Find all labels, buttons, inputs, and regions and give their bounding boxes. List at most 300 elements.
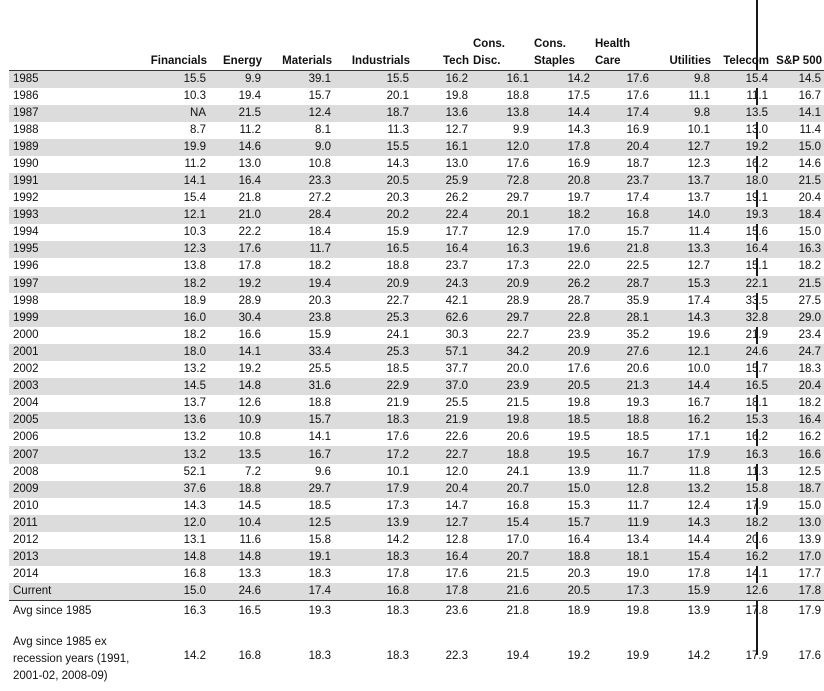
table-cell: 27.2 — [308, 192, 331, 205]
table-cell: 16.2 — [652, 412, 713, 429]
table-cell: 37.0 — [412, 378, 471, 395]
table-row — [9, 173, 824, 190]
table-cell: 19.4 — [238, 89, 261, 102]
table-cell: 24.1 — [506, 465, 529, 478]
table-cell: 14.5 — [771, 70, 824, 88]
table-cell: 14.4 — [687, 533, 710, 546]
table-cell: 16.7 — [798, 89, 821, 102]
table-cell: 20.0 — [506, 363, 529, 376]
table-cell: 11.8 — [688, 465, 710, 478]
table-cell: 19.3 — [264, 601, 334, 622]
table-cell: 18.8 — [593, 412, 652, 429]
table-cell: 25.3 — [334, 344, 412, 361]
table-cell: 29.7 — [471, 310, 532, 327]
table-cell: 15.8 — [713, 481, 771, 498]
table-cell: 17.0 — [506, 533, 529, 546]
table-cell: 14.2 — [183, 650, 206, 663]
table-cell: 14.1 — [771, 105, 824, 122]
table-cell: 21.3 — [593, 378, 652, 395]
table-cell: 17.7 — [445, 226, 468, 239]
table-cell: 16.3 — [471, 241, 532, 258]
table-cell: 19.3 — [713, 207, 771, 224]
table-cell: 19.6 — [532, 241, 593, 258]
table-row — [9, 549, 824, 566]
table-cell: 22.0 — [567, 260, 590, 273]
column-header-line: Cons. — [473, 37, 505, 50]
table-cell: 23.3 — [264, 173, 334, 190]
table-cell: 19.5 — [567, 431, 590, 444]
table-row — [9, 88, 824, 105]
table-cell: 15.0 — [771, 139, 824, 156]
table-cell: 10.1 — [386, 465, 409, 478]
table-cell: 18.1 — [593, 549, 652, 566]
table-cell: 12.7 — [687, 260, 710, 273]
row-label: 2004 — [13, 397, 39, 410]
table-cell: 22.7 — [386, 294, 409, 307]
table-cell: 25.5 — [308, 363, 331, 376]
row-label: 2008 — [13, 465, 39, 478]
table-cell: 14.1 — [209, 344, 264, 361]
table-cell: 20.2 — [334, 207, 412, 224]
column-header — [264, 30, 334, 70]
table-cell: 20.6 — [745, 533, 768, 546]
table-cell: 11.3 — [387, 123, 409, 136]
table-cell: 16.5 — [334, 241, 412, 258]
table-cell: 15.1 — [745, 260, 768, 273]
row-label: 2001 — [9, 344, 135, 361]
table-cell: 31.6 — [264, 378, 334, 395]
table-cell: 13.6 — [135, 412, 209, 429]
table-cell: 12.7 — [445, 123, 468, 136]
table-cell: 18.9 — [532, 601, 593, 622]
table-cell: 12.5 — [264, 515, 334, 532]
table-cell: 28.4 — [264, 207, 334, 224]
table-row — [9, 293, 824, 310]
table-cell: 16.3 — [135, 601, 209, 622]
table-cell: 20.5 — [532, 583, 593, 601]
table-cell: 20.1 — [471, 207, 532, 224]
table-cell: 16.8 — [506, 499, 529, 512]
table-cell: 16.7 — [687, 397, 710, 410]
row-label: Current — [9, 583, 135, 601]
table-cell: 20.4 — [412, 481, 471, 498]
column-header — [532, 30, 593, 70]
table-cell: 15.4 — [652, 549, 713, 566]
table-cell: 16.3 — [771, 241, 824, 258]
table-cell: 18.2 — [532, 207, 593, 224]
row-label: 1995 — [9, 241, 135, 258]
table-cell: 20.8 — [532, 173, 593, 190]
table-cell: 20.4 — [771, 378, 824, 395]
table-cell: 34.2 — [471, 344, 532, 361]
table-cell: 18.4 — [771, 207, 824, 224]
table-cell: 57.1 — [412, 344, 471, 361]
row-label: 1992 — [13, 192, 39, 205]
table-cell: 25.5 — [445, 397, 468, 410]
table-cell: 18.1 — [745, 397, 768, 410]
table-row — [9, 566, 824, 583]
table-cell: 17.6 — [506, 157, 529, 170]
table-cell: 13.9 — [567, 465, 590, 478]
table-cell: 13.0 — [238, 157, 261, 170]
table-cell: 23.6 — [412, 601, 471, 622]
table-cell: 18.2 — [183, 328, 206, 341]
table-cell: 18.8 — [209, 481, 264, 498]
table-row — [9, 464, 824, 481]
table-cell: 21.9 — [412, 412, 471, 429]
table-cell: 11.4 — [799, 123, 821, 136]
table-cell: 22.2 — [238, 226, 261, 239]
table-cell: 15.7 — [745, 363, 768, 376]
table-cell: 26.2 — [445, 192, 468, 205]
table-cell: 15.5 — [334, 70, 412, 88]
table-cell: 28.9 — [506, 294, 529, 307]
table-cell: 13.4 — [626, 533, 649, 546]
row-label: 2011 — [9, 515, 135, 532]
table-cell: 42.1 — [445, 294, 468, 307]
table-cell: 20.9 — [471, 276, 532, 293]
table-cell: 18.5 — [626, 431, 649, 444]
table-cell: 10.4 — [209, 515, 264, 532]
table-cell: 18.3 — [334, 412, 412, 429]
table-cell: 37.6 — [135, 481, 209, 498]
table-cell: 19.1 — [745, 192, 768, 205]
table-cell: 17.0 — [567, 226, 590, 239]
table-cell: 10.9 — [209, 412, 264, 429]
row-label: 2000 — [13, 328, 39, 341]
table-cell: 17.8 — [687, 568, 710, 581]
table-cell: 14.3 — [567, 123, 590, 136]
table-cell: 18.7 — [771, 481, 824, 498]
table-cell: 16.4 — [209, 173, 264, 190]
table-cell: 18.2 — [798, 397, 821, 410]
table-row — [9, 105, 824, 122]
table-cell: 16.4 — [567, 533, 590, 546]
table-cell: 17.9 — [745, 499, 768, 512]
table-cell: 16.4 — [713, 241, 771, 258]
table-cell: 17.4 — [264, 583, 334, 601]
table-cell: 12.6 — [713, 583, 771, 601]
table-cell: 14.5 — [135, 378, 209, 395]
table-cell: 14.6 — [798, 157, 821, 170]
table-cell: 11.3 — [746, 465, 768, 478]
table-cell: 20.5 — [334, 173, 412, 190]
table-cell: 24.6 — [209, 583, 264, 601]
table-cell: 18.8 — [532, 549, 593, 566]
table-cell: 22.6 — [445, 431, 468, 444]
table-cell: 16.2 — [713, 549, 771, 566]
table-cell: 16.8 — [593, 207, 652, 224]
table-cell: 11.9 — [593, 515, 652, 532]
table-cell: 13.3 — [652, 241, 713, 258]
table-cell: 17.6 — [567, 363, 590, 376]
table-cell: 19.6 — [687, 328, 710, 341]
table-cell: 19.7 — [567, 192, 590, 205]
table-cell: 18.2 — [713, 515, 771, 532]
table-cell: 13.2 — [183, 363, 206, 376]
table-cell: 19.2 — [238, 363, 261, 376]
table-cell: 17.4 — [687, 294, 710, 307]
table-cell: 23.4 — [798, 328, 821, 341]
table-cell: 30.3 — [445, 328, 468, 341]
table-cell: 18.2 — [308, 260, 331, 273]
table-cell: 9.6 — [315, 465, 331, 478]
table-cell: 21.8 — [238, 192, 261, 205]
table-cell: 62.6 — [412, 310, 471, 327]
table-row — [9, 361, 824, 378]
table-cell: 22.9 — [334, 378, 412, 395]
table-cell: 28.7 — [567, 294, 590, 307]
table-cell: 20.6 — [626, 363, 649, 376]
table-cell: 29.0 — [771, 310, 824, 327]
row-label: 1998 — [13, 294, 39, 307]
row-label: 1990 — [13, 157, 39, 170]
table-cell: 8.7 — [190, 123, 206, 136]
table-cell: 19.9 — [626, 650, 649, 663]
table-row — [9, 258, 824, 275]
table-cell: 16.4 — [412, 549, 471, 566]
table-cell: 17.3 — [593, 583, 652, 601]
column-header-line: Disc. — [473, 54, 501, 67]
table-cell: 25.3 — [334, 310, 412, 327]
table-cell: 20.7 — [471, 549, 532, 566]
table-cell: 11.2 — [239, 123, 261, 136]
table-cell: 12.6 — [238, 397, 261, 410]
table-cell: 11.2 — [184, 157, 206, 170]
table-cell: 12.5 — [798, 465, 821, 478]
table-cell: 23.7 — [445, 260, 468, 273]
table-cell: 14.2 — [532, 70, 593, 88]
table-cell: 23.9 — [471, 378, 532, 395]
table-cell: 18.7 — [626, 157, 649, 170]
table-cell: 21.5 — [209, 105, 264, 122]
table-cell: 19.4 — [506, 650, 529, 663]
table-cell: 39.1 — [264, 70, 334, 88]
table-cell: 20.6 — [506, 431, 529, 444]
table-cell: 14.2 — [386, 533, 409, 546]
table-cell: 17.0 — [771, 549, 824, 566]
table-cell: 11.6 — [239, 533, 261, 546]
table-cell: 18.3 — [308, 650, 331, 663]
table-cell: 17.3 — [386, 499, 409, 512]
table-cell: 30.4 — [209, 310, 264, 327]
table-cell: NA — [135, 105, 209, 122]
table-cell: 13.8 — [471, 105, 532, 122]
row-label: 2014 — [13, 568, 39, 581]
column-header-line: Energy — [223, 54, 262, 67]
table-cell: 20.9 — [532, 344, 593, 361]
table-cell: 17.2 — [334, 446, 412, 463]
table-cell: 14.3 — [652, 310, 713, 327]
table-cell: 28.7 — [593, 276, 652, 293]
table-row — [9, 515, 824, 532]
table-row — [9, 378, 824, 395]
table-cell: 13.2 — [652, 481, 713, 498]
table-cell: 15.7 — [264, 412, 334, 429]
table-cell: 16.3 — [713, 446, 771, 463]
table-cell: 14.0 — [652, 207, 713, 224]
table-cell: 15.4 — [713, 70, 771, 88]
table-cell: 13.0 — [771, 515, 824, 532]
table-cell: 18.2 — [135, 276, 209, 293]
table-cell: 17.8 — [386, 568, 409, 581]
table-cell: 29.7 — [506, 192, 529, 205]
header-row — [9, 30, 824, 70]
table-cell: 27.6 — [593, 344, 652, 361]
row-label: 2009 — [9, 481, 135, 498]
row-label: 1997 — [9, 276, 135, 293]
table-row — [9, 70, 824, 88]
column-header — [334, 30, 412, 70]
table-cell: 17.8 — [238, 260, 261, 273]
table-row — [9, 207, 824, 224]
column-header-line: Industrials — [351, 54, 410, 67]
table-cell: 16.5 — [713, 378, 771, 395]
table-cell: 15.6 — [745, 226, 768, 239]
table-cell: 23.9 — [567, 328, 590, 341]
table-row — [9, 344, 824, 361]
table-cell: 11.1 — [688, 89, 710, 102]
table-row — [9, 156, 824, 173]
table-cell: 16.5 — [209, 601, 264, 622]
table-cell: 12.9 — [506, 226, 529, 239]
table-cell: 22.8 — [532, 310, 593, 327]
table-cell: 14.6 — [209, 139, 264, 156]
column-header-line: Utilities — [669, 54, 711, 67]
table-cell: 21.6 — [471, 583, 532, 601]
column-header — [713, 30, 771, 70]
table-cell: 19.2 — [567, 650, 590, 663]
row-label: 1989 — [9, 139, 135, 156]
table-cell: 14.4 — [652, 378, 713, 395]
row-label: 2013 — [9, 549, 135, 566]
table-cell: 19.8 — [593, 601, 652, 622]
table-cell: 18.3 — [308, 568, 331, 581]
table-cell: 19.1 — [264, 549, 334, 566]
row-label: 1996 — [13, 260, 39, 273]
table-cell: 10.1 — [687, 123, 710, 136]
table-cell: 19.9 — [135, 139, 209, 156]
table-cell: 13.7 — [687, 192, 710, 205]
table-cell: 19.3 — [626, 397, 649, 410]
table-cell: 13.7 — [183, 397, 206, 410]
table-cell: 14.5 — [238, 499, 261, 512]
table-cell: 15.3 — [652, 276, 713, 293]
table-cell: 14.8 — [135, 549, 209, 566]
table-cell: 35.9 — [626, 294, 649, 307]
table-cell: 17.4 — [626, 192, 649, 205]
table-cell: 9.8 — [652, 105, 713, 122]
table-cell: 16.2 — [745, 157, 768, 170]
table-cell: 33.4 — [264, 344, 334, 361]
table-cell: 20.5 — [532, 378, 593, 395]
table-cell: 12.7 — [652, 139, 713, 156]
table-cell: 16.2 — [412, 70, 471, 88]
table-cell: 13.9 — [334, 515, 412, 532]
table-cell: 29.7 — [264, 481, 334, 498]
table-cell: 13.6 — [412, 105, 471, 122]
table-cell: 13.1 — [183, 533, 206, 546]
table-cell: 15.7 — [532, 515, 593, 532]
table-cell: 15.9 — [652, 583, 713, 601]
table-cell: 19.0 — [626, 568, 649, 581]
column-header-line: Care — [595, 54, 621, 67]
column-header — [135, 30, 209, 70]
table-cell: 21.9 — [745, 328, 768, 341]
table-cell: 13.7 — [652, 173, 713, 190]
table-cell: 23.8 — [264, 310, 334, 327]
table-row — [9, 583, 824, 601]
table-row — [9, 412, 824, 429]
table-cell: 18.8 — [506, 89, 529, 102]
table-cell: 15.9 — [308, 328, 331, 341]
table-cell: 16.2 — [798, 431, 821, 444]
table-cell: 18.4 — [308, 226, 331, 239]
table-cell: 9.8 — [652, 70, 713, 88]
row-label: Avg since 1985 — [9, 601, 135, 622]
table-cell: 10.3 — [183, 226, 206, 239]
row-label: 2012 — [13, 533, 39, 546]
table-row — [9, 327, 824, 344]
table-cell: 12.0 — [445, 465, 468, 478]
table-cell: 18.8 — [308, 397, 331, 410]
average-ex-recession-row — [9, 621, 824, 691]
table-cell: 14.3 — [386, 157, 409, 170]
table-cell: 72.8 — [471, 173, 532, 190]
table-cell: 14.1 — [745, 568, 768, 581]
table-cell: 12.1 — [135, 207, 209, 224]
table-cell: 16.9 — [567, 157, 590, 170]
table-cell: 16.9 — [626, 123, 649, 136]
table-cell: 10.0 — [687, 363, 710, 376]
table-row — [9, 395, 824, 412]
table-row — [9, 139, 824, 156]
column-header-line: Staples — [534, 54, 575, 67]
table-cell: 19.8 — [445, 89, 468, 102]
table-cell: 14.1 — [308, 431, 331, 444]
table-cell: 13.3 — [238, 568, 261, 581]
table-row — [9, 122, 824, 139]
table-cell: 11.7 — [627, 499, 649, 512]
table-cell: 28.1 — [593, 310, 652, 327]
row-label: 1988 — [13, 123, 39, 136]
row-label: Avg since 1985 ex recession years (1991, 2001-02, 2008-09) — [13, 635, 130, 682]
table-cell: 10.3 — [183, 89, 206, 102]
table-cell: 33.5 — [745, 294, 768, 307]
table-cell: 7.2 — [245, 465, 261, 478]
table-cell: 17.6 — [209, 241, 264, 258]
column-header-line: Health — [595, 37, 631, 50]
table-row — [9, 446, 824, 463]
table-cell: 20.3 — [567, 568, 590, 581]
table-cell: 18.7 — [334, 105, 412, 122]
table-cell: 16.7 — [593, 446, 652, 463]
column-header-line: Tech — [443, 54, 469, 67]
table-cell: 10.8 — [238, 431, 261, 444]
table-cell: 20.9 — [334, 276, 412, 293]
table-cell: 16.0 — [135, 310, 209, 327]
table-cell: 15.0 — [798, 499, 821, 512]
table-cell: 13.5 — [209, 446, 264, 463]
table-cell: 15.4 — [183, 192, 206, 205]
table-cell: 16.8 — [334, 583, 412, 601]
table-cell: 19.2 — [209, 276, 264, 293]
table-cell: 17.9 — [745, 650, 768, 663]
table-cell: 16.1 — [471, 70, 532, 88]
table-row — [9, 498, 824, 515]
table-cell: 17.6 — [386, 431, 409, 444]
column-header-line: Telecom — [723, 54, 769, 67]
